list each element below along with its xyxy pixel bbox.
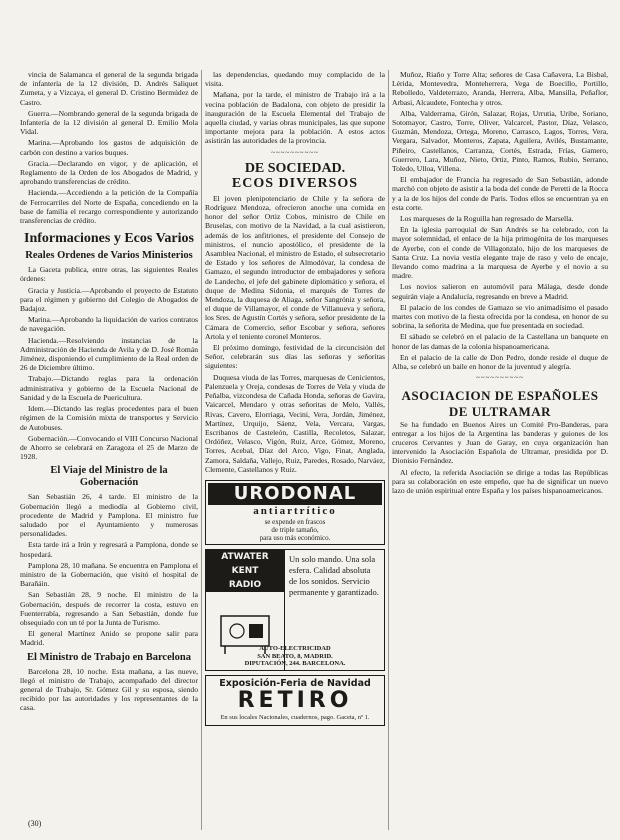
paragraph: Gracia.—Declarando en vigor, y de aplicación, el Reglamento de la Orden de los Abogados de Madrid, y aprobando transferencias de crédito.	[20, 158, 198, 187]
atwater-brand: ATWATER	[206, 550, 284, 564]
urodonal-ad	[205, 480, 385, 545]
paragraph: Idem.—Dictando las reglas procedentes para el buen régimen de la Comisión mixta de transportes y Servicio de Autobuses.	[20, 404, 198, 432]
paragraph: El sábado se celebró en el palacio de la Castellana un banquete en honor de las damas de la colonia hispanoamericana.	[392, 332, 608, 351]
paragraph: Alba, Valderrama, Girón, Salazar, Rojas, Urrutia, Uribe, Soriano, Sotomayor, Castro, Torre, Oliver, Valcarcel, Pastor, Díaz, Velasco, Guzmán, Mendoza, Ortega, Moreno, Carrasco, Lagos, Torres, Vera, Vergara, Salvador, Monteros, Zapata, Aguilera, Avilés, Bustamante, Piñeiro, Castellanos, Carranza, Cortés, Estrada, Frías, Gamero, Guerrero, Lara, Muñoz, Nieto, Ortiz, Pinto, Ramos, Rubio, Serrano, Toledo, Ulloa, Villena.	[392, 108, 608, 174]
paragraph: San Sebastián 28, 9 noche. El ministro de la Gobernación, después de recorrer la costa, estuvo en Fuenterrabía, regresando a San Sebastián, donde fue obsequiado con un té por la Junta de Turismo.	[20, 590, 198, 627]
column-rule	[201, 70, 202, 830]
feria-title: Exposición-Feria de Navidad	[219, 677, 371, 689]
paragraph: Los marqueses de la Roguilla han regresado de Marsella.	[400, 214, 574, 224]
paragraph: Barcelona 28, 10 noche. Esta mañana, a las nueve, llegó el ministro de Trabajo, acompañado del director general de Trabajo, Sr. Gómez Gil y su esposa, siendo recibido por las autoridades y los representantes de la casa.	[20, 666, 198, 713]
column-rule	[388, 70, 389, 830]
ad-line: se expende en frascos	[264, 517, 326, 526]
urodonal-brand: URODONAL	[208, 483, 382, 505]
paragraph: Trabajo.—Dictando reglas para la ordenación administrativa y gobierno de la Escuela Nacional de Sanidad y de la Escuela de Puericultura.	[20, 374, 198, 402]
ad-line: para uso más económico.	[259, 533, 331, 542]
paragraph: Hacienda.—Resolviendo instancias de la Administración de Hacienda de Avila y de D. José Román Jiménez, disponiendo el cumplimiento de la Real orden de 26 de Diciembre último.	[20, 335, 198, 373]
ad-footer-line: DIPUTACIÓN, 244. BARCELONA.	[244, 660, 346, 668]
paragraph: Se ha fundado en Buenos Aires un Comité Pro-Banderas, para entregar a los hijos de la Argentina las banderas y guiones de los cruceros Cervantes y Juan de Garay, en cuya organización han intervenido la Asociación Española de Ultramar, presidida por D. Dionisio Fernández.	[392, 419, 608, 466]
heading-ecos-diversos: ECOS DIVERSOS	[231, 175, 359, 191]
newspaper-page	[20, 70, 608, 830]
paragraph: La Gaceta publica, entre otras, las siguientes Reales órdenes:	[20, 265, 198, 284]
ad-footer	[206, 645, 384, 668]
paragraph: Marina.—Aprobando la liquidación de varios contratos de navegación.	[20, 315, 198, 334]
paragraph: Al efecto, la referida Asociación se dirige a todas las Repúblicas para su colaboración en este empeño, que ha de significar un nuevo lazo de unión espiritual entre España y los países hispanoamericanos.	[392, 467, 608, 495]
heading-viaje-ministro: El Viaje del Ministro de la Gobernación	[50, 465, 168, 489]
paragraph: El general Martínez Anido se propone salir para Madrid.	[20, 629, 198, 648]
heading-ministro-trabajo: El Ministro de Trabajo en Barcelona	[26, 651, 192, 663]
paragraph: Mañana, por la tarde, el ministro de Trabajo irá a la vecina población de Badalona, con objeto de presidir la inauguración de la Escuela Elemental del Trabajo de aquella ciudad, y varias obras municipales, las que supone importante mejora para la población. A estos actos asistirán las autoridades de la provincia.	[205, 90, 385, 146]
paragraph: Pamplona 28, 10 mañana. Se encuentra en Pamplona el ministro de la Gobernación, que visitó el hospital de Barañáin.	[20, 560, 198, 589]
ad-copy: Un solo mando. Una sola esfera. Calidad absoluta de los sonidos. Servicio permanente y garantizado.	[289, 553, 379, 597]
paragraph: vincia de Salamanca el general de la segunda brigada de infantería de la 12 división, D. Andrés Saliquet Zumeta, y a Vizcaya, el general D. Cristino Bermúdez de Castro.	[20, 70, 198, 107]
section-heading-informaciones: Informaciones y Ecos Varios	[24, 231, 194, 247]
column-1	[20, 70, 198, 715]
paragraph: Los novios salieron en automóvil para Málaga, desde donde seguirán viaje a Andalucía, regresando en breve a Madrid.	[392, 282, 608, 301]
paragraph: El embajador de Francia ha regresado de San Sebastián, adonde marchó con objeto de asistir a la boda del conde de Peretti de la Rocca y a la de los hijos del conde de Paris. Todos ellos se encuentran ya en esta corte.	[392, 175, 608, 212]
ad-footer-line: SAN BEATO, 8, MADRID.	[257, 652, 333, 660]
radio-brand: RADIO	[206, 578, 284, 592]
paragraph: El próximo domingo, festividad de la circuncisión del Señor, celebrarán sus días las señoras y señoritas siguientes:	[205, 343, 385, 371]
retiro-title: RETIRO	[237, 688, 353, 714]
paragraph: San Sebastián 26, 4 tarde. El ministro de la Gobernación llegó a mediodía al Gobierno civil, procedente de Madrid y Pamplona. El ministro fue saludado por el Ayuntamiento y numerosas personalidades.	[20, 492, 198, 539]
paragraph: En la iglesia parroquial de San Andrés se ha celebrado, con la mayor solemnidad, el enlace de la hija primogénita de los marqueses de Ayerbe, con el conde de Villagonzalo, hijo de los marqueses de Santa Cruz. La novia vestía elegante traje de raso y velo de encaje, llevando como madrina a la marquesa de Ayerbe y el novio a su madre.	[392, 225, 608, 281]
ad-line: En sus locales Nacionales, cuadernos, pago. Gaceta, nº 1.	[220, 714, 370, 722]
paragraph: Marina.—Aprobando los gastos de adquisición de carbón con destino a varios buques.	[20, 138, 198, 157]
heading-asociacion: ASOCIACION DE ESPAÑOLES DE ULTRAMAR	[401, 387, 599, 419]
heading-reales-ordenes: Reales Ordenes de Varios Ministerios	[25, 250, 193, 262]
ornament-divider: ~~~~~~~~~~	[271, 148, 319, 157]
ad-footer-line: AUTO-ELECTRICIDAD	[259, 645, 331, 653]
paragraph: Gobernación.—Convocando el VIII Concurso Nacional de Ahorro se celebrará en Zaragoza el 25 de Marzo de 1928.	[20, 433, 198, 462]
paragraph: Muñoz, Riaño y Torre Alta; señores de Casa Cañavera, La Bisbal, Lérida, Montevedra, Monteherrera, Vega de Boecillo, Portillo, Rebolledo, Valdeterrazo, Aranda, Herrera, Alba, Mansilla, Peñaflor, Arbasi, Alcaudete, Fontecha y otros.	[392, 70, 608, 107]
kent-brand: KENT	[206, 564, 284, 578]
paragraph: Gracia y Justicia.—Aprobando el proyecto de Estatuto para el régimen y gobierno del Colegio de Abogados de Badajoz.	[20, 285, 198, 314]
column-3	[392, 70, 608, 497]
retiro-feria-ad	[205, 675, 385, 726]
heading-de-sociedad: DE SOCIEDAD.	[244, 160, 346, 176]
paragraph: En el palacio de la calle de Don Pedro, donde reside el duque de Alba, se celebró un baile en honor de la juventud y alegría.	[392, 352, 608, 372]
paragraph: Duquesa viuda de las Torres, marquesas de Cenicientos, Palenzuela y Oreja, condesas de Torres de Vela y viuda de Peñalba, vizcondesa de Cañada Honda, señoras de Gavira, Vaicarcel, Mendaro y otras señoritas de Melo, Vallés, Rivas, Cavero, Elorriaga, Vecini, Vera, Jordán, Jiménez, Martínez, Urquijo, Sáenz, Vela, Vercara, Vargas, Escribanos de Casteleón, Castilla, Recoletos, Salazar, Ordóñez, Velasco, Vigón, Ruiz, Arce, Gómez, Moreno, Torres, Acebal, Díaz del Arco, Vigo, Finat, Anglada, Zamora, Saldaña, Vallejo, Ruiz, Paredes, Rosado, Narváez, Clemente, Castellanos y Ruiz.	[205, 372, 385, 474]
page-number: (30)	[28, 819, 42, 828]
paragraph: Hacienda.—Accediendo a la petición de la Compañía de Ferrocarriles del Norte de España, concediendo en la base de familia el recargo correspondiente y autorizando transferencias de crédito.	[20, 188, 198, 226]
paragraph: El joven plenipotenciario de Chile y la señora de Rodríguez Mendoza, ofrecieron anoche una comida en honor del señor Ortiz Cobos, ministro de Chile en Bruselas, con motivo de la Navidad, a la cual asistieron, además de los anfitriones, el presidente del Consejo de ministros, el nuncio apostólico, el presidente de la Asamblea Nacional, el ministro de Estado, el subsecretario de Estado y los señores de Almodóvar, la condesa de Gamazo, el segundo introductor de embajadores y señora de Landecho, el jefe del gabinete diplomático y señora, el duque de Medina Sidonia, el marqués de Torres de Mendoza, la duquesa de Aliaga, señor Sangróniz y señora, el duque de Villamayor, el conde de Villanueva y señora, los Sres. de Agustín Cortés y señora, señor presidente de la Cámara de Comercio, señor Escobar y señora, señores Artola y el teniente coronel Monteros.	[205, 193, 385, 341]
ad-line: de triple tamaño,	[271, 525, 319, 534]
column-2	[205, 70, 385, 726]
paragraph: Esta tarde irá a Irún y regresará a Pamplona, donde se hospedará.	[20, 540, 198, 559]
ornament-divider: ~~~~~~~~~~	[476, 374, 524, 383]
paragraph: Guerra.—Nombrando general de la segunda brigada de Infantería de la 12 división al general D. Emilio Mola Vidal.	[20, 108, 198, 137]
urodonal-subtitle: antiartrítico	[253, 504, 337, 517]
paragraph: las dependencias, quedando muy complacido de la visita.	[205, 70, 385, 89]
paragraph: El palacio de los condes de Gamazo se vio animadísimo el pasado martes con motivo de la fiesta ofrecida por la condesa, en honor de su sobrina, la señorita de Medina, que fue presentada en sociedad.	[392, 302, 608, 331]
atwater-kent-ad	[205, 549, 385, 671]
